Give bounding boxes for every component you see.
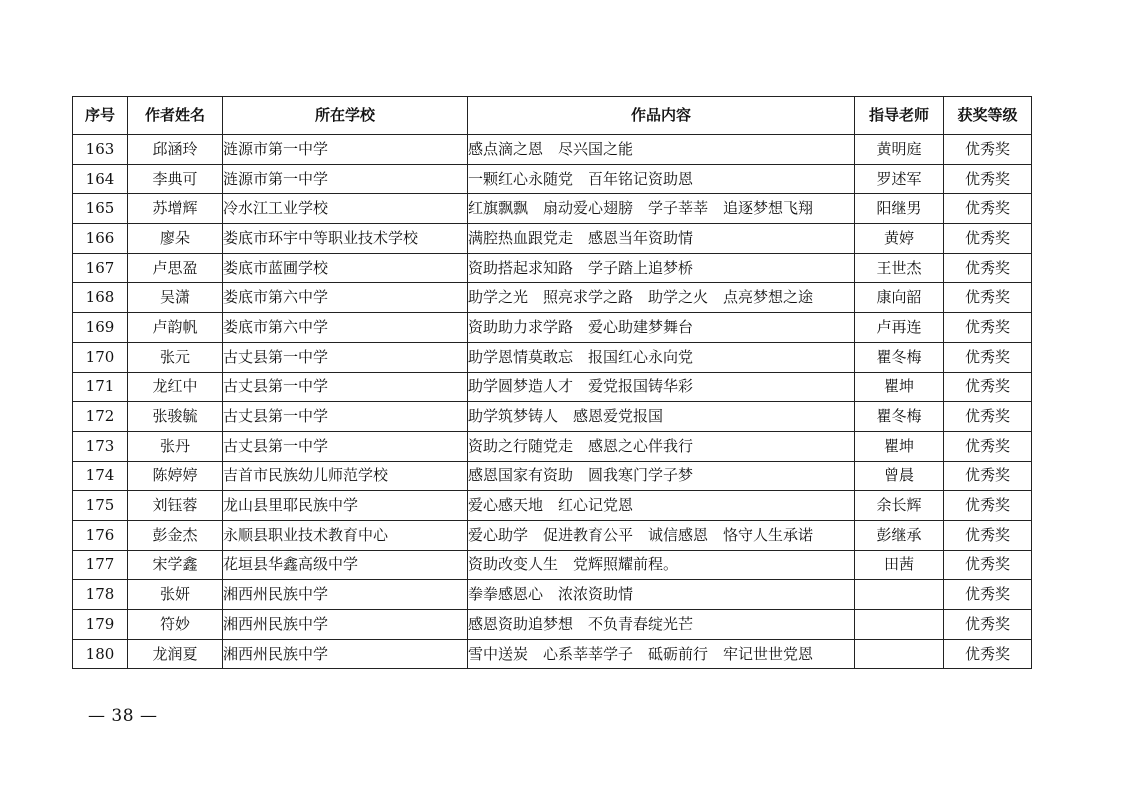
- header-author: 作者姓名: [128, 97, 223, 135]
- cell-work: 雪中送炭 心系莘莘学子 砥砺前行 牢记世世党恩: [468, 639, 855, 669]
- cell-level: 优秀奖: [944, 402, 1032, 432]
- table-row: [73, 253, 1032, 283]
- cell-work: 助学恩情莫敢忘 报国红心永向党: [468, 342, 855, 372]
- header-school: 所在学校: [223, 97, 468, 135]
- cell-school: 湘西州民族中学: [223, 580, 468, 610]
- cell-level: 优秀奖: [944, 431, 1032, 461]
- table-row: [73, 550, 1032, 580]
- cell-index: 176: [73, 520, 128, 550]
- cell-teacher: 田茜: [855, 550, 944, 580]
- table-row: [73, 283, 1032, 313]
- header-teacher: 指导老师: [855, 97, 944, 135]
- table-header: [73, 97, 1032, 135]
- cell-school: 湘西州民族中学: [223, 610, 468, 640]
- cell-school: 永顺县职业技术教育中心: [223, 520, 468, 550]
- cell-teacher: 阳继男: [855, 194, 944, 224]
- cell-index: 179: [73, 610, 128, 640]
- cell-work: 爱心感天地 红心记党恩: [468, 491, 855, 521]
- cell-school: 娄底市蓝圃学校: [223, 253, 468, 283]
- cell-work: 爱心助学 促进教育公平 诚信感恩 恪守人生承诺: [468, 520, 855, 550]
- table-row: [73, 194, 1032, 224]
- cell-level: 优秀奖: [944, 194, 1032, 224]
- cell-index: 171: [73, 372, 128, 402]
- table-body: [73, 135, 1032, 669]
- table-row: [73, 164, 1032, 194]
- cell-teacher: 瞿坤: [855, 431, 944, 461]
- table-row: [73, 610, 1032, 640]
- cell-teacher: 卢再连: [855, 313, 944, 343]
- cell-school: 娄底市第六中学: [223, 283, 468, 313]
- cell-school: 吉首市民族幼儿师范学校: [223, 461, 468, 491]
- cell-school: 古丈县第一中学: [223, 431, 468, 461]
- cell-index: 163: [73, 135, 128, 165]
- cell-index: 174: [73, 461, 128, 491]
- header-level: 获奖等级: [944, 97, 1032, 135]
- cell-index: 166: [73, 224, 128, 254]
- cell-index: 180: [73, 639, 128, 669]
- cell-work: 感点滴之恩 尽兴国之能: [468, 135, 855, 165]
- table-row: [73, 520, 1032, 550]
- header-row: [73, 97, 1032, 135]
- cell-teacher: 曾晨: [855, 461, 944, 491]
- cell-work: 资助助力求学路 爱心助建梦舞台: [468, 313, 855, 343]
- cell-author: 张丹: [128, 431, 223, 461]
- header-work: 作品内容: [468, 97, 855, 135]
- cell-level: 优秀奖: [944, 580, 1032, 610]
- cell-teacher: [855, 580, 944, 610]
- table-row: [73, 639, 1032, 669]
- cell-teacher: 余长辉: [855, 491, 944, 521]
- table-row: [73, 431, 1032, 461]
- cell-level: 优秀奖: [944, 639, 1032, 669]
- cell-level: 优秀奖: [944, 253, 1032, 283]
- cell-level: 优秀奖: [944, 550, 1032, 580]
- cell-work: 满腔热血跟党走 感恩当年资助情: [468, 224, 855, 254]
- cell-work: 拳拳感恩心 浓浓资助情: [468, 580, 855, 610]
- cell-index: 178: [73, 580, 128, 610]
- cell-work: 感恩国家有资助 圆我寒门学子梦: [468, 461, 855, 491]
- cell-school: 古丈县第一中学: [223, 372, 468, 402]
- cell-author: 李典可: [128, 164, 223, 194]
- cell-work: 资助之行随党走 感恩之心伴我行: [468, 431, 855, 461]
- cell-author: 卢思盈: [128, 253, 223, 283]
- header-index: 序号: [73, 97, 128, 135]
- cell-index: 164: [73, 164, 128, 194]
- cell-level: 优秀奖: [944, 372, 1032, 402]
- table-row: [73, 402, 1032, 432]
- cell-author: 张骏毓: [128, 402, 223, 432]
- cell-author: 邱涵玲: [128, 135, 223, 165]
- cell-teacher: [855, 610, 944, 640]
- cell-index: 165: [73, 194, 128, 224]
- cell-school: 龙山县里耶民族中学: [223, 491, 468, 521]
- cell-level: 优秀奖: [944, 283, 1032, 313]
- cell-work: 资助改变人生 党辉照耀前程。: [468, 550, 855, 580]
- cell-school: 古丈县第一中学: [223, 402, 468, 432]
- table-row: [73, 461, 1032, 491]
- cell-school: 古丈县第一中学: [223, 342, 468, 372]
- cell-level: 优秀奖: [944, 610, 1032, 640]
- cell-work: 助学圆梦造人才 爱党报国铸华彩: [468, 372, 855, 402]
- cell-index: 170: [73, 342, 128, 372]
- cell-teacher: 王世杰: [855, 253, 944, 283]
- cell-index: 168: [73, 283, 128, 313]
- cell-index: 172: [73, 402, 128, 432]
- cell-level: 优秀奖: [944, 224, 1032, 254]
- cell-teacher: 瞿冬梅: [855, 402, 944, 432]
- awards-table: [72, 96, 1032, 669]
- cell-author: 廖朵: [128, 224, 223, 254]
- table-row: [73, 342, 1032, 372]
- cell-author: 龙润夏: [128, 639, 223, 669]
- cell-school: 娄底市环宇中等职业技术学校: [223, 224, 468, 254]
- cell-author: 宋学鑫: [128, 550, 223, 580]
- cell-school: 娄底市第六中学: [223, 313, 468, 343]
- cell-index: 169: [73, 313, 128, 343]
- cell-author: 龙红中: [128, 372, 223, 402]
- cell-school: 花垣县华鑫高级中学: [223, 550, 468, 580]
- cell-index: 173: [73, 431, 128, 461]
- cell-teacher: 黄婷: [855, 224, 944, 254]
- cell-work: 感恩资助追梦想 不负青春绽光芒: [468, 610, 855, 640]
- cell-work: 助学之光 照亮求学之路 助学之火 点亮梦想之途: [468, 283, 855, 313]
- cell-author: 刘钰蓉: [128, 491, 223, 521]
- cell-teacher: 瞿冬梅: [855, 342, 944, 372]
- cell-author: 张妍: [128, 580, 223, 610]
- cell-level: 优秀奖: [944, 520, 1032, 550]
- cell-level: 优秀奖: [944, 164, 1032, 194]
- table-row: [73, 313, 1032, 343]
- cell-level: 优秀奖: [944, 461, 1032, 491]
- cell-school: 涟源市第一中学: [223, 164, 468, 194]
- cell-author: 彭金杰: [128, 520, 223, 550]
- cell-teacher: 康向韶: [855, 283, 944, 313]
- table-row: [73, 224, 1032, 254]
- cell-index: 167: [73, 253, 128, 283]
- cell-author: 张元: [128, 342, 223, 372]
- cell-index: 177: [73, 550, 128, 580]
- table-row: [73, 491, 1032, 521]
- cell-level: 优秀奖: [944, 491, 1032, 521]
- cell-teacher: 瞿坤: [855, 372, 944, 402]
- cell-author: 符妙: [128, 610, 223, 640]
- cell-work: 一颗红心永随党 百年铭记资助恩: [468, 164, 855, 194]
- table-row: [73, 372, 1032, 402]
- cell-level: 优秀奖: [944, 135, 1032, 165]
- table-row: [73, 135, 1032, 165]
- cell-author: 吴潇: [128, 283, 223, 313]
- cell-school: 湘西州民族中学: [223, 639, 468, 669]
- cell-level: 优秀奖: [944, 313, 1032, 343]
- cell-author: 卢韵帆: [128, 313, 223, 343]
- cell-teacher: 罗述军: [855, 164, 944, 194]
- cell-author: 陈婷婷: [128, 461, 223, 491]
- table-row: [73, 580, 1032, 610]
- cell-teacher: [855, 639, 944, 669]
- page-number: — 38 —: [88, 706, 158, 726]
- cell-teacher: 彭继承: [855, 520, 944, 550]
- cell-level: 优秀奖: [944, 342, 1032, 372]
- cell-teacher: 黄明庭: [855, 135, 944, 165]
- cell-index: 175: [73, 491, 128, 521]
- cell-school: 涟源市第一中学: [223, 135, 468, 165]
- cell-work: 助学筑梦铸人 感恩爱党报国: [468, 402, 855, 432]
- cell-work: 红旗飘飘 扇动爱心翅膀 学子莘莘 追逐梦想飞翔: [468, 194, 855, 224]
- cell-author: 苏增辉: [128, 194, 223, 224]
- cell-work: 资助搭起求知路 学子踏上追梦桥: [468, 253, 855, 283]
- cell-school: 冷水江工业学校: [223, 194, 468, 224]
